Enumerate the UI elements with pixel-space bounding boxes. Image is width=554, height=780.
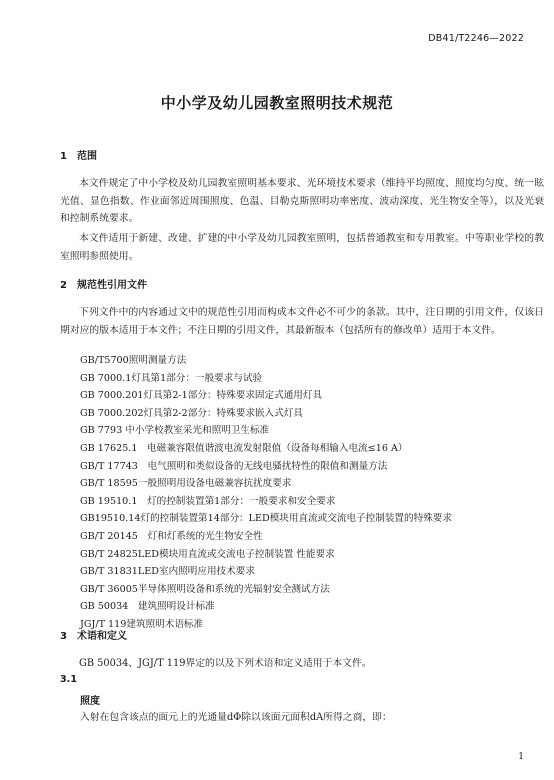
reference-item: GB/T 20145 灯和灯系统的光生物安全性: [80, 530, 263, 542]
reference-item: GB/T5700照明测量方法: [80, 355, 187, 366]
section-3-heading: [60, 627, 127, 642]
reference-item: GB19510.14灯的控制装置第14部分：LED模块用直流或交流电子控制装置的特殊要求: [80, 513, 452, 525]
section-title: 规范性引用文件: [77, 280, 147, 291]
reference-item: GB 7000.202灯具第2-2部分：特殊要求嵌入式灯具: [80, 407, 303, 419]
page-number: 1: [518, 752, 524, 762]
reference-list: [80, 352, 452, 634]
section-title: 范围: [77, 151, 97, 162]
document-title: 中小学及幼儿园教室照明技术规范: [160, 94, 394, 112]
reference-item: JGJ/T 119建筑照明术语标准: [80, 618, 204, 630]
reference-item: GB/T 17743 电气照明和类似设备的无线电骚扰特性的限值和测量方法: [80, 460, 388, 472]
document-code: DB41/T2246—2022: [428, 33, 524, 44]
section-number: 3: [60, 631, 67, 642]
reference-item: GB/T 18595一般照明用设备电磁兼容抗扰度要求: [80, 478, 292, 490]
reference-item: GB 7000.1灯具第1部分：一般要求与试验: [80, 372, 263, 384]
scope-paragraph-1: 本文件规定了中小学校及幼儿园教室照明基本要求、光环境技术要求（维持平均照度、照度均匀度、统一眩光值、显色指数、作业面邻近周围照度、色温、目勒克斯照明功率密度、波动深度、光生物安全等），以及光衰和控制系统要求。: [60, 178, 544, 224]
subsection-number: 3.1: [60, 674, 77, 685]
reference-item: GB/T 24825LED模块用直流或交流电子控制装置 性能要求: [80, 548, 335, 560]
reference-item: GB 17625.1 电磁兼容限值谐波电流发射限值（设备每相输入电流≤16 A）: [80, 442, 408, 454]
terms-intro: GB 50034、JGJ/T 119界定的以及下列术语和定义适用于本文件。: [79, 658, 372, 669]
section-2-heading: [60, 276, 147, 291]
scope-paragraph-2: 本文件适用于新建、改建、扩建的中小学及幼儿园教室照明，包括普通教室和专用教室。中等职业学校的教室照明参照使用。: [60, 233, 544, 262]
section-title: 术语和定义: [77, 631, 127, 642]
reference-item: GB/T 31831LED室内照明应用技术要求: [80, 566, 255, 578]
reference-item: GB 50034 建筑照明设计标准: [80, 601, 215, 613]
reference-item: GB 7000.201灯具第2-1部分：特殊要求固定式通用灯具: [80, 390, 323, 402]
reference-item: GB/T 36005半导体照明设备和系统的光辐射安全测试方法: [80, 583, 330, 595]
section-1-heading: [60, 147, 97, 162]
reference-item: GB 19510.1 灯的控制装置第1部分：一般要求和安全要求: [80, 495, 336, 507]
section-number: 1: [60, 151, 67, 162]
normative-references-intro: 下列文件中的内容通过文中的规范性引用而构成本文件必不可少的条款。其中，注日期的引用文件，仅该日期对应的版本适用于本文件；不注日期的引用文件，其最新版本（包括所有的修改单）适用于本文件。: [60, 307, 544, 336]
term-definition: 入射在包含该点的面元上的光通量dΦ除以该面元面积dA所得之商，即：: [80, 712, 392, 723]
section-number: 2: [60, 280, 67, 291]
term-heading: 照度: [80, 696, 100, 707]
reference-item: GB 7793 中小学校教室采光和照明卫生标准: [80, 425, 270, 437]
